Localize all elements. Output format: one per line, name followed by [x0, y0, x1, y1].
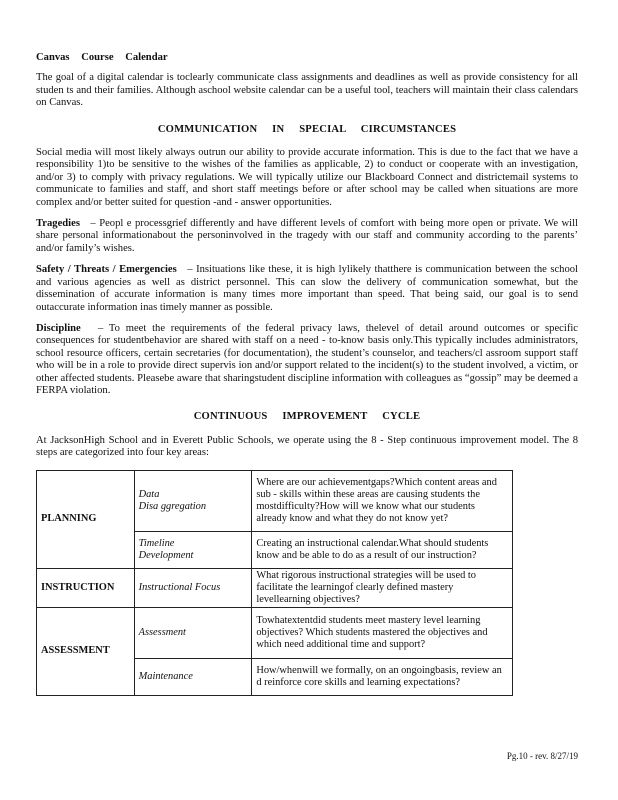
document-page	[36, 52, 578, 696]
discipline-text: – To meet the requirements of the federal privacy laws, thelevel of detail around outcomes or specific consequences for studentbehavior are shared with staff on a need - to-know basis only.This typically includes administrators, school resource officers, certain secretaries (for documentation), the student’s counselor, and teachers/cl assroom support staff who will be in a role to provide direct supervis ion and/or support related to the incident(s) to the student involved, a victim, or other affected students. Pleasebe aware that sharingstudent discipline information with colleagues as “gossip” may be deemed a FERPA violation.	[36, 322, 578, 396]
intro-paragraph: The goal of a digital calendar is toclearly communicate class assignments and deadlines as well as provide consistency for all studen ts and their families. Although aschool website calendar can be a useful tool, teachers will maintain their class calendars on Canvas.	[36, 72, 578, 109]
tragedies-label: Tragedies	[36, 218, 80, 230]
discipline-label: Discipline	[36, 322, 81, 334]
safety-paragraph	[36, 264, 578, 314]
tragedies-text: – Peopl e processgrief differently and have different levels of comfort with being more open or private. We will share personal informationabout the personinvolved in the tragedy with our staff and community according to the parents’ and/or family’s wishes.	[36, 218, 578, 254]
communication-paragraph: Social media will most likely always outrun our ability to provide accurate information. This is due to the fact that we have a responsibility 1)to be sensitive to the wishes of the families as applicable, 2) to conduct or cooperate with an investigation, and/or 3) to comply with privacy regulations. We will typically utilize our Blackboard Connect and districtemail systems to communicate to families and staff, and short staff meetings before or after school may be called when situations are more complex and/or better suited for question -and - answer opportunities.	[36, 147, 578, 208]
safety-label: Safety / Threats / Emergencies	[36, 264, 177, 276]
step-description: Creating an instructional calendar.What should students know and be able to do as a result of our instruction?	[252, 531, 513, 568]
improvement-cycle-paragraph: At JacksonHigh School and in Everett Public Schools, we operate using the 8 - Step continuous improvement model. The 8 steps are categorized into four key areas:	[36, 434, 578, 459]
step-description: How/whenwill we formally, on an ongoingbasis, review an d reinforce core skills and learning expectations?	[252, 658, 513, 695]
step-name: Timeline Development	[134, 531, 252, 568]
step-name: Data Disa ggregation	[134, 470, 252, 531]
step-description: Where are our achievementgaps?Which content areas and sub - skills within these areas are causing students the mostdifficulty?How will we know what our students already know and what they do not know yet?	[252, 470, 513, 531]
table-row	[37, 568, 513, 607]
step-description: What rigorous instructional strategies will be used to facilitate the learningof clearly defined mastery levellearning objectives?	[252, 568, 513, 607]
tragedies-paragraph	[36, 218, 578, 255]
page-title: Canvas Course Calendar	[36, 52, 168, 63]
improvement-cycle-heading: CONTINUOUS IMPROVEMENT CYCLE	[193, 411, 421, 423]
discipline-paragraph	[36, 323, 578, 397]
category-instruction: INSTRUCTION	[37, 568, 135, 607]
communication-heading: COMMUNICATION IN SPECIAL CIRCUMSTANCES	[157, 123, 457, 135]
page-footer: Pg.10 - rev. 8/27/19	[506, 751, 578, 761]
safety-text: – Insituations like these, it is high lylikely thatthere is communication between the school and various agencies as well as district personnel. This can slow the delivery of communication somewhat, but the dissemination of accurate information is many times more important than speed. That being said, our goal is to send outaccurate information inas timely manner as possible.	[36, 264, 578, 313]
category-assessment: ASSESSMENT	[37, 607, 135, 695]
step-description: Towhatextentdid students meet mastery level learning objectives? Which students mastered the objectives and which need additional time and support?	[252, 607, 513, 658]
improvement-steps-table	[36, 470, 513, 696]
step-name: Instructional Focus	[134, 568, 252, 607]
category-planning: PLANNING	[37, 470, 135, 568]
table-row	[37, 607, 513, 658]
step-name: Maintenance	[134, 658, 252, 695]
step-name: Assessment	[134, 607, 252, 658]
table-row	[37, 470, 513, 531]
